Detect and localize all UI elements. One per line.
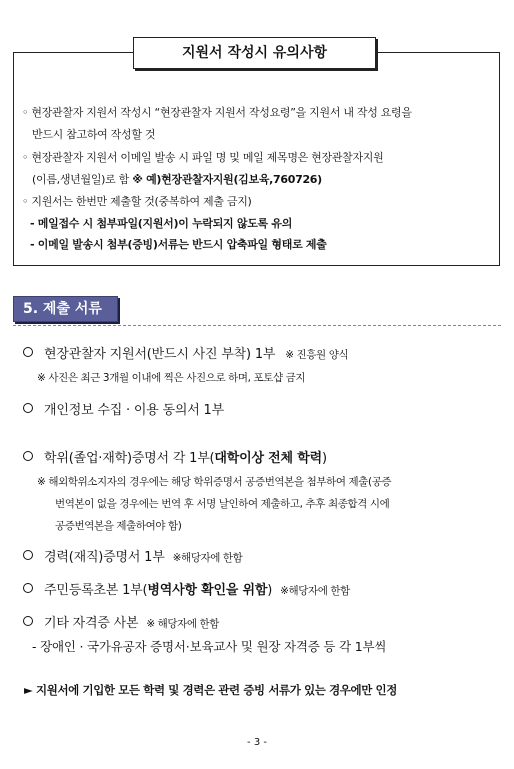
degree-note-1: ※ 해외학위소지자의 경우에는 해당 학위증명서 공증번역본을 첨부하여 제출(공증 [37, 476, 392, 488]
item-degree-label: 학위(졸업·재학)증명서 각 1부( [44, 451, 215, 466]
item-career-note: ※해당자에 한함 [172, 552, 243, 564]
item-other-note: ※ 해당자에 한함 [146, 618, 220, 630]
notice-title: 지원서 작성시 유의사항 [133, 37, 376, 69]
item-resident-bold: 병역사항 확인을 위함 [147, 583, 268, 598]
degree-note-2: 번역본이 없을 경우에는 번역 후 서명 날인하여 제출하고, 추후 최종합격 시에 [55, 498, 390, 510]
bullet-circle-icon [23, 451, 33, 461]
item-career-label: 경력(재직)증명서 1부 [44, 550, 165, 565]
item-resident-end: ) [267, 583, 273, 598]
item-application-form-note: ※ 진흥원 양식 [285, 349, 349, 361]
section-title: 5. 제출 서류 [13, 296, 118, 322]
item-other-sub: - 장애인 · 국가유공자 증명서·보육교사 및 원장 자격증 등 각 1부씩 [32, 639, 387, 654]
notice-line-4-text: (이름,생년월일)로 함 [32, 173, 133, 186]
item-degree-end: ) [321, 451, 327, 466]
notice-line-2: 반드시 참고하여 작성할 것 [32, 128, 156, 141]
item-resident-abstract [44, 579, 350, 598]
photo-note: ※ 사진은 최근 3개월 이내에 찍은 사진으로 하며, 포토샵 금지 [37, 372, 306, 384]
notice-line-5: ◦ 지원서는 한번만 제출할 것(중복하여 제출 금지) [22, 195, 252, 208]
item-resident-label: 주민등록초본 1부( [44, 583, 148, 598]
item-other-label: 기타 자격증 사본 [44, 616, 139, 631]
item-other-certificates [44, 612, 219, 631]
bullet-circle-icon [23, 550, 33, 560]
item-degree-certificate [44, 447, 327, 466]
degree-note-3: 공증번역본을 제출하여야 함) [55, 520, 182, 532]
item-privacy-consent: 개인정보 수집 · 이용 동의서 1부 [44, 403, 224, 418]
bullet-circle-icon [23, 616, 33, 626]
bullet-circle-icon [23, 403, 33, 413]
section-divider [13, 325, 501, 326]
bullet-circle-icon [23, 583, 33, 593]
item-degree-bold: 대학이상 전체 학력 [214, 451, 322, 466]
notice-line-4-example: ※ 예)현장관찰자지원(김보육,760726) [132, 173, 322, 186]
item-application-form-label: 현장관찰자 지원서(반드시 사진 부착) 1부 [44, 347, 276, 362]
item-application-form [44, 343, 348, 362]
item-resident-note: ※해당자에 한함 [280, 585, 350, 597]
notice-line-3: ◦ 현장관찰자 지원서 이메일 발송 시 파일 명 및 메일 제목명은 현장관찰자지원 [22, 151, 384, 164]
notice-line-1: ◦ 현장관찰자 지원서 작성시 “현장관찰자 지원서 작성요령”을 지원서 내 작성 요령을 [22, 106, 412, 119]
notice-line-4 [32, 171, 322, 187]
item-career-certificate [44, 546, 242, 565]
notice-line-7: - 이메일 발송시 첨부(증빙)서류는 반드시 압축파일 형태로 제출 [30, 238, 327, 251]
bullet-circle-icon [23, 347, 33, 357]
notice-line-6: - 메일접수 시 첨부파일(지원서)이 누락되지 않도록 유의 [30, 217, 293, 230]
page-number: - 3 - [247, 737, 267, 748]
footer-note: ► 지원서에 기입한 모든 학력 및 경력은 관련 증빙 서류가 있는 경우에만 인정 [24, 683, 397, 697]
